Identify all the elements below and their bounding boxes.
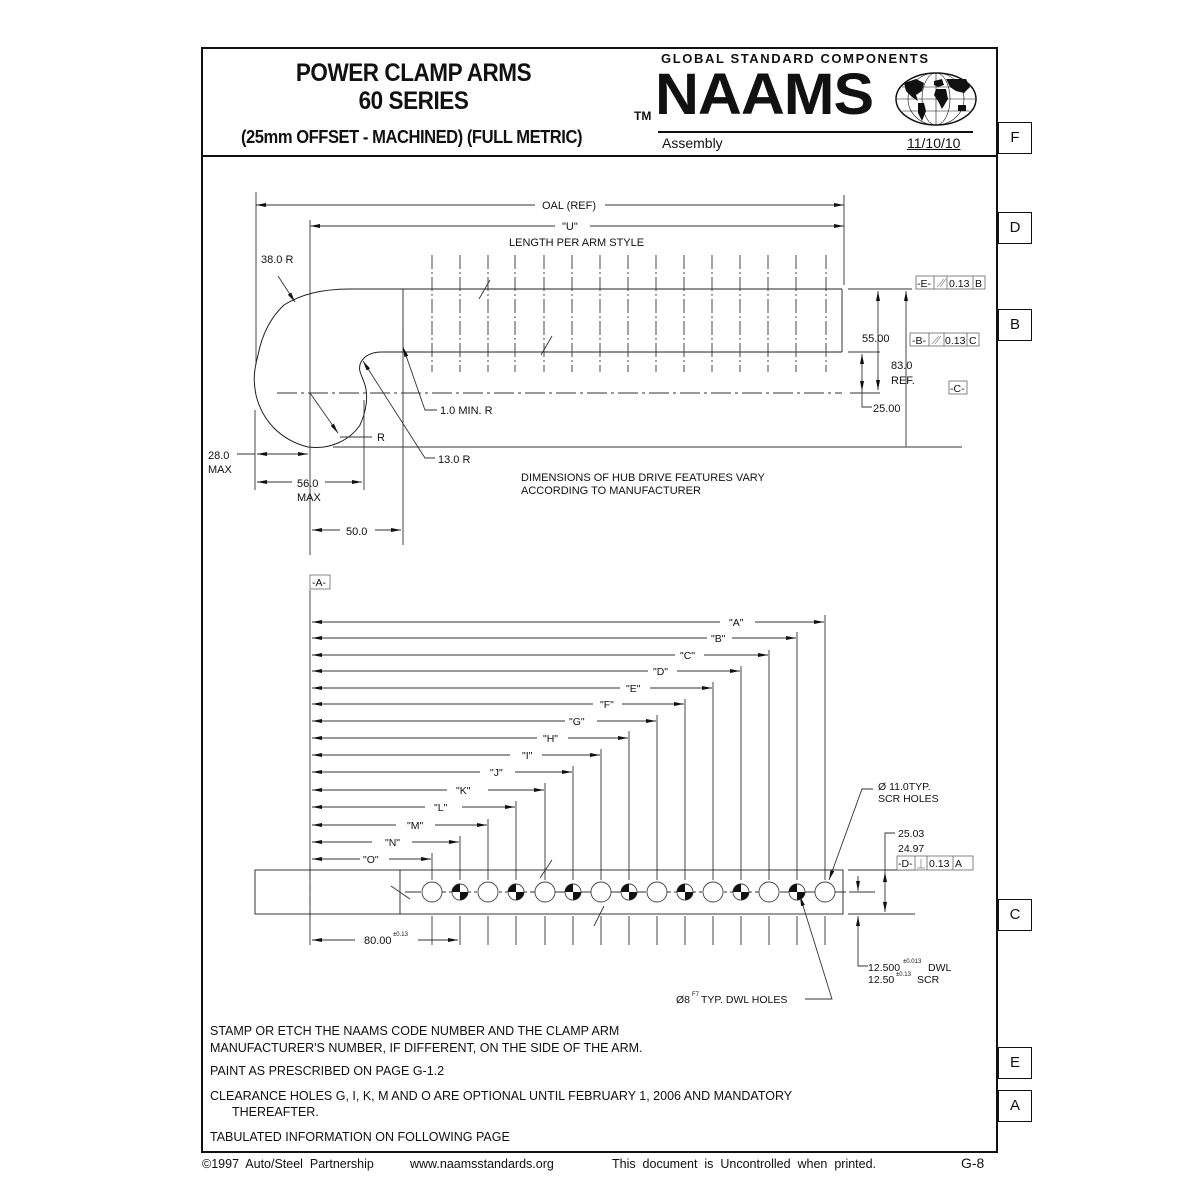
radius-13-label: 13.0 R xyxy=(438,454,471,466)
dim-80-tolerance: ±0.13 xyxy=(393,932,408,938)
title-line-3: (25mm OFFSET - MACHINED) (FULL METRIC) xyxy=(240,127,583,147)
dim-83-label: 83.0 xyxy=(891,360,913,372)
datum-a-label: -A- xyxy=(312,577,326,589)
dwl-dim-label: 12.500 xyxy=(868,962,901,974)
revision-tab-f: F xyxy=(998,122,1032,154)
dim-e-label: "E" xyxy=(626,683,641,695)
footer-copyright: ©1997 Auto/Steel Partnership xyxy=(202,1157,374,1171)
dim-m-label: "M" xyxy=(407,820,424,832)
dim-g-label: "G" xyxy=(569,716,585,728)
note-tabulated: TABULATED INFORMATION ON FOLLOWING PAGE xyxy=(210,1130,510,1144)
u-dimension-label: "U" xyxy=(562,221,578,233)
dim-83-ref-label: REF. xyxy=(891,375,915,387)
dwl-holes-fit: F7 xyxy=(692,992,700,998)
dim-f-label: "F" xyxy=(600,699,614,711)
dwl-holes-prefix: Ø8 xyxy=(676,994,691,1006)
dwl-holes-label: TYP. DWL HOLES xyxy=(701,994,788,1006)
note-paint: PAINT AS PRESCRIBED ON PAGE G-1.2 xyxy=(210,1064,445,1078)
trademark-mark: TM xyxy=(634,109,652,123)
footer-disclaimer: This document is Uncontrolled when printed. xyxy=(612,1157,877,1171)
dim-56-label: 56.0 xyxy=(297,478,319,490)
dim-k-label: "K" xyxy=(456,785,471,797)
fcf-d-datum-ref: A xyxy=(955,858,963,870)
dim-a-label: "A" xyxy=(729,617,744,629)
revision-tab-e: E xyxy=(998,1047,1032,1079)
radius-38-label: 38.0 R xyxy=(261,254,294,266)
oal-label: OAL (REF) xyxy=(542,200,596,212)
scr-holes-label-2: SCR HOLES xyxy=(878,793,939,805)
dwl-tolerance: ±0.013 xyxy=(903,959,922,965)
scr-dim-label: 12.50 xyxy=(868,974,895,986)
datum-d-label: -D- xyxy=(898,858,913,870)
hub-note-line-1: DIMENSIONS OF HUB DRIVE FEATURES VARY xyxy=(521,472,765,484)
width-lower-limit: 24.97 xyxy=(898,843,925,855)
note-clearance-line-2: THEREAFTER. xyxy=(232,1105,319,1119)
dim-50-label: 50.0 xyxy=(346,526,368,538)
dim-55-label: 55.00 xyxy=(862,333,890,345)
dim-l-label: "L" xyxy=(434,802,448,814)
scr-tolerance: ±0.13 xyxy=(896,972,911,978)
hub-note-line-2: ACCORDING TO MANUFACTURER xyxy=(521,485,701,497)
fcf-d-tolerance: 0.13 xyxy=(929,858,950,870)
dim-h-label: "H" xyxy=(543,733,559,745)
hub-radius-label: R xyxy=(377,432,385,444)
revision-date: 11/10/10 xyxy=(907,135,961,151)
title-line-1: POWER CLAMP ARMS xyxy=(295,59,532,87)
dim-28-label: 28.0 xyxy=(208,450,230,462)
width-upper-limit: 25.03 xyxy=(898,828,925,840)
brand-logo-text: NAAMS xyxy=(655,62,874,127)
note-stamp-line-2: MANUFACTURER'S NUMBER, IF DIFFERENT, ON THE SIDE OF THE ARM. xyxy=(210,1041,643,1055)
fcf-e-datum-ref: B xyxy=(975,278,983,290)
dim-o-label: "O" xyxy=(363,854,379,866)
datum-e-label: -E- xyxy=(917,278,931,290)
section-label: Assembly xyxy=(662,135,723,151)
dim-j-label: "J" xyxy=(490,767,503,779)
fcf-b-tolerance: 0.13 xyxy=(945,335,966,347)
dim-d-label: "D" xyxy=(653,666,669,678)
scr-holes-label-1: Ø 11.0TYP. xyxy=(878,781,931,793)
top-view xyxy=(255,590,915,999)
dim-b-label: "B" xyxy=(711,633,726,645)
brand-tagline: GLOBAL STANDARD COMPONENTS xyxy=(661,51,930,66)
note-clearance-line-1: CLEARANCE HOLES G, I, K, M AND O ARE OPTIONAL UNTIL FEBRUARY 1, 2006 AND MANDATORY xyxy=(210,1089,793,1103)
note-stamp-line-1: STAMP OR ETCH THE NAAMS CODE NUMBER AND THE CLAMP ARM xyxy=(210,1024,620,1038)
scr-label: SCR xyxy=(917,974,940,986)
title-line-2: 60 SERIES xyxy=(358,87,469,115)
hole-pattern xyxy=(422,882,835,902)
length-per-arm-label: LENGTH PER ARM STYLE xyxy=(509,237,645,249)
footer-page-number: G-8 xyxy=(961,1155,985,1171)
revision-tab-d: D xyxy=(998,212,1032,244)
dim-i-label: "I" xyxy=(522,750,533,762)
datum-c-label: -C- xyxy=(950,383,965,395)
dim-80-label: 80.00 xyxy=(364,935,392,947)
min-radius-label: 1.0 MIN. R xyxy=(440,405,493,417)
dim-25-label: 25.00 xyxy=(873,403,901,415)
datum-b-label: -B- xyxy=(912,335,926,347)
dim-56-max-label: MAX xyxy=(297,492,321,504)
revision-tab-c: C xyxy=(998,899,1032,931)
revision-tab-a: A xyxy=(998,1090,1032,1122)
footer-website: www.naamsstandards.org xyxy=(410,1157,554,1171)
dwl-label: DWL xyxy=(928,962,952,974)
dim-n-label: "N" xyxy=(385,837,401,849)
revision-tab-b: B xyxy=(998,309,1032,341)
dim-c-label: "C" xyxy=(680,650,696,662)
fcf-e-tolerance: 0.13 xyxy=(949,278,970,290)
dim-28-max-label: MAX xyxy=(208,464,232,476)
fcf-b-datum-ref: C xyxy=(969,335,977,347)
